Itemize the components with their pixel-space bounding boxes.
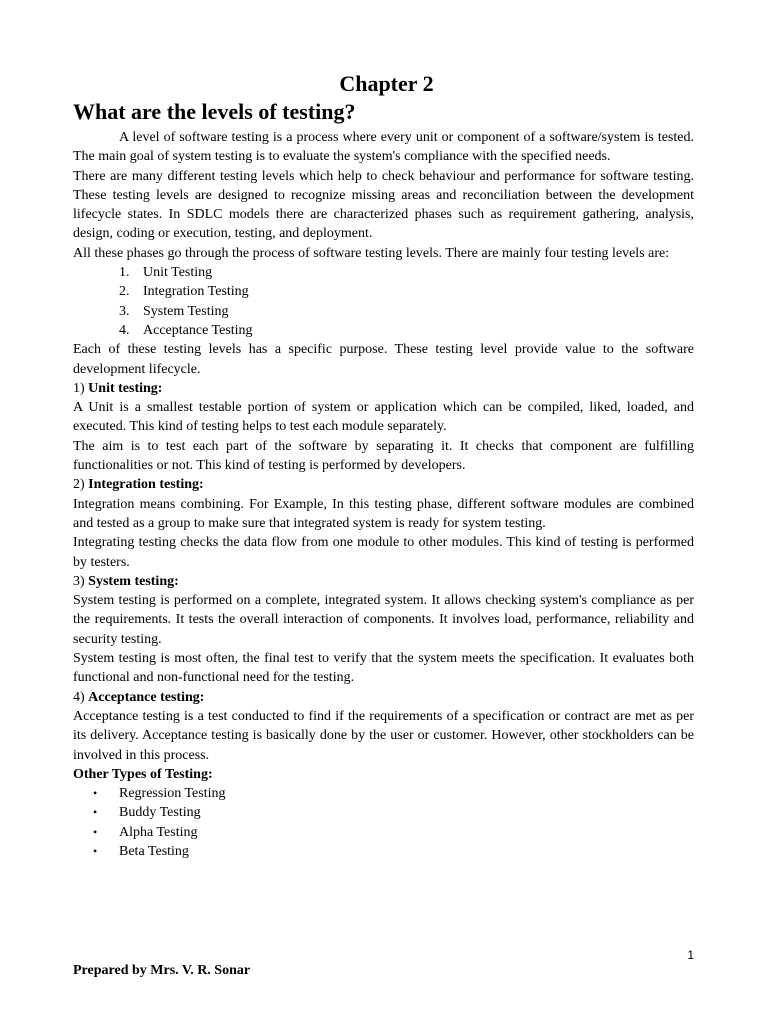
section-paragraph: System testing is performed on a complete, integrated system. It allows checking system's compliance as per the requirements. It tests the overall interaction of components. It involves load, performance, reliability and security testing. (73, 593, 694, 647)
list-item (93, 784, 694, 803)
list-number: 3. (119, 303, 130, 319)
other-types-title: Other Types of Testing: (73, 766, 213, 782)
other-types-heading (73, 765, 694, 784)
section-number: 1) (73, 380, 85, 396)
section-paragraph: System testing is most often, the final test to verify that the system meets the specification. It evaluates both functional and non-functional need for the testing. (73, 651, 694, 686)
list-item (93, 842, 694, 861)
bullet-icon: • (93, 843, 98, 858)
section-title: System testing: (88, 573, 179, 589)
list-item-label: Unit Testing (143, 265, 213, 281)
list-item-label: Alpha Testing (119, 824, 198, 840)
section-paragraph: The aim is to test each part of the software by separating it. It checks that component are fulfilling functionalities or not. This kind of testing is performed by developers. (73, 438, 694, 474)
list-number: 1. (119, 265, 130, 281)
section-paragraph: Integration means combining. For Example, In this testing phase, different software modules are combined and tested as a group to make sure that integrated system is ready for system testing. (73, 496, 694, 531)
list-item-label: Buddy Testing (119, 805, 201, 821)
levels-summary: Each of these testing levels has a specific purpose. These testing level provide value to the software development lifecycle. (73, 342, 694, 377)
list-item-label: Acceptance Testing (143, 322, 253, 338)
list-item (119, 263, 694, 282)
list-item-label: Regression Testing (119, 786, 226, 802)
page-number: 1 (687, 948, 694, 962)
page-title: What are the levels of testing? (73, 99, 356, 124)
section-paragraph: A Unit is a smallest testable portion of system or application which can be compiled, liked, loaded, and executed. This kind of testing helps to test each module separately. (73, 400, 694, 435)
list-item (119, 282, 694, 301)
list-item-label: System Testing (143, 303, 229, 319)
list-item-label: Integration Testing (143, 284, 249, 300)
section-heading-acceptance-testing (73, 688, 694, 707)
chapter-label: Chapter 2 (339, 71, 434, 96)
section-title: Unit testing: (88, 380, 163, 396)
section-paragraph: Acceptance testing is a test conducted to find if the requirements of a specification or contract are met as per its delivery. Acceptance testing is basically done by the user or customer. However, other stockholders can be involved in this process. (73, 708, 694, 763)
section-number: 2) (73, 477, 85, 493)
section-heading-unit-testing (73, 379, 694, 398)
footer-author: Prepared by Mrs. V. R. Sonar (73, 963, 251, 978)
list-item (119, 302, 694, 321)
bullet-icon: • (93, 805, 98, 820)
list-number: 2. (119, 284, 130, 300)
testing-levels-list (73, 263, 694, 340)
intro-paragraph: There are many different testing levels which help to check behaviour and performance for software testing. These testing levels are designed to recognize missing areas and reconciliation between the development lifecycle states. In SDLC models there are characterized phases such as requirement gathering, analysis, design, coding or execution, testing, and deployment. (73, 168, 694, 242)
bullet-icon: • (93, 786, 98, 801)
section-number: 4) (73, 689, 85, 705)
intro-paragraph: All these phases go through the process of software testing levels. There are mainly four testing levels are: (73, 245, 670, 261)
section-paragraph: Integrating testing checks the data flow from one module to other modules. This kind of testing is performed by testers. (73, 535, 694, 570)
document-body (73, 128, 694, 861)
intro-paragraph: A level of software testing is a process where every unit or component of a software/system is tested. The main goal of system testing is to evaluate the system's compliance with the specified needs. (73, 130, 694, 165)
list-item (93, 823, 694, 842)
list-item-label: Beta Testing (119, 843, 189, 859)
list-item (93, 803, 694, 822)
section-heading-integration-testing (73, 475, 694, 494)
section-title: Integration testing: (88, 477, 204, 493)
section-heading-system-testing (73, 572, 694, 591)
section-number: 3) (73, 573, 85, 589)
list-item (119, 321, 694, 340)
bullet-icon: • (93, 824, 98, 839)
list-number: 4. (119, 322, 130, 338)
section-title: Acceptance testing: (88, 689, 205, 705)
other-types-list (73, 784, 694, 861)
